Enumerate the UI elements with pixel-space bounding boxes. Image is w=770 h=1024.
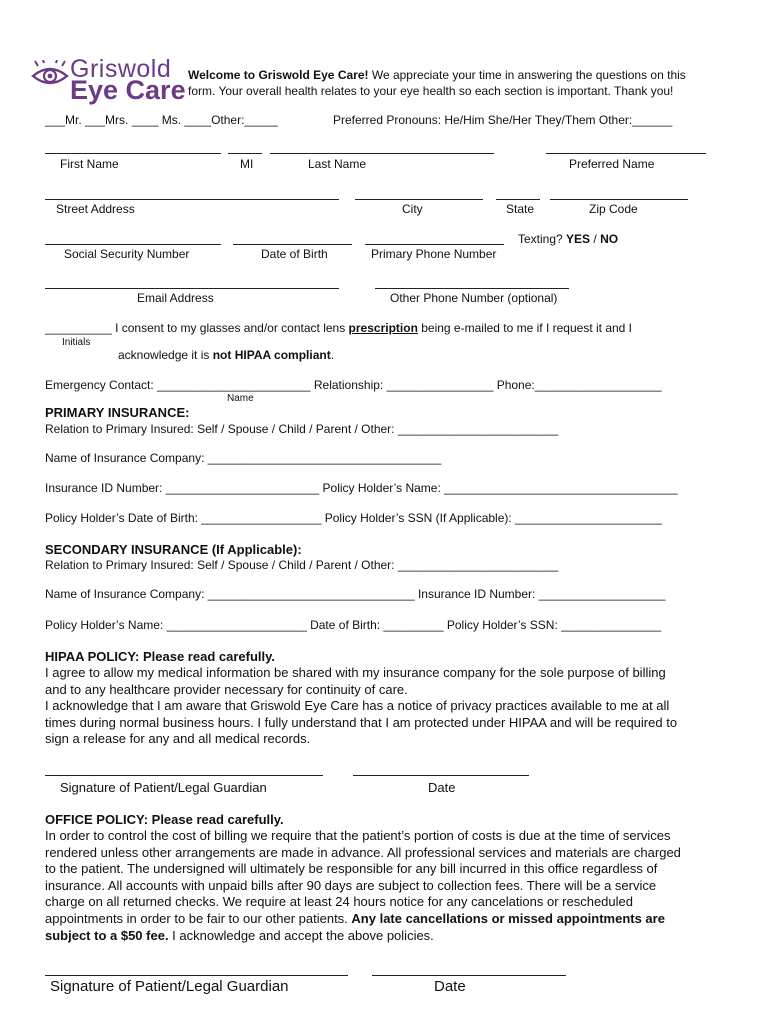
zip-line[interactable]: [550, 199, 688, 200]
email-line[interactable]: [45, 288, 339, 289]
office-body: [45, 828, 735, 944]
first-name-line[interactable]: [45, 153, 221, 154]
preferred-name-label: Preferred Name: [569, 157, 655, 171]
hipaa-line-4: times during normal business hours. I fully understand that I am protected under HIPAA and will be required to: [45, 714, 678, 730]
office-line-4: insurance. All accounts with unpaid bills after 90 days are subject to collection fees. There will be a service: [45, 877, 657, 893]
last-name-line[interactable]: [270, 153, 494, 154]
emergency-name-label: Name: [227, 393, 254, 404]
office-date-label: Date: [434, 978, 466, 995]
ssn-line[interactable]: [45, 244, 221, 245]
primary-id-holder[interactable]: Insurance ID Number: _______________________ Policy Holder’s Name: ___________________________________: [45, 481, 678, 495]
title-options[interactable]: ___Mr. ___Mrs. ____ Ms. ____Other:_____: [45, 113, 278, 127]
initials-label: Initials: [62, 337, 91, 348]
primary-phone-line[interactable]: [365, 244, 504, 245]
welcome-rest: We appreciate your time in answering the questions on this: [368, 68, 686, 82]
texting-slash: /: [593, 232, 597, 246]
consent-line-1: [45, 321, 632, 335]
hipaa-heading: HIPAA POLICY: Please read carefully.: [45, 649, 275, 664]
eye-logo-icon: [30, 60, 70, 92]
city-label: City: [402, 202, 423, 216]
office-line-3: to the patient. The undersigned will ultimately be responsible for any bill incurred in this office regardless of: [45, 861, 658, 877]
consent-text-a: I consent to my glasses and/or contact lens: [111, 321, 349, 335]
office-date-line[interactable]: [372, 975, 566, 976]
consent-line2-b: not HIPAA compliant: [212, 348, 331, 362]
street-address-label: Street Address: [56, 202, 135, 216]
hipaa-date-label: Date: [428, 780, 456, 795]
hipaa-date-line[interactable]: [353, 775, 529, 776]
primary-phone-label: Primary Phone Number: [371, 247, 497, 261]
primary-dob-ssn[interactable]: Policy Holder’s Date of Birth: __________________ Policy Holder’s SSN (If Applicable): ______________________: [45, 511, 662, 525]
consent-line-2: [118, 348, 334, 362]
hipaa-line-2: and to any healthcare provider necessary for continuity of care.: [45, 681, 408, 697]
office-line6-b: Any late cancellations or missed appointments are: [351, 910, 665, 926]
emergency-contact-line[interactable]: Emergency Contact: _______________________ Relationship: ________________ Phone:___________________: [45, 378, 662, 392]
hipaa-line-5: sign a release for any and all medical records.: [45, 731, 311, 747]
office-line-1: In order to control the cost of billing we require that the patient’s portion of costs is due at the time of services: [45, 828, 671, 843]
welcome-bold: Welcome to Griswold Eye Care!: [188, 68, 369, 82]
state-line[interactable]: [496, 199, 540, 200]
texting-options[interactable]: [518, 232, 618, 246]
office-line-5: charge on all returned checks. We require at least 24 hours notice for any cancelations or rescheduled: [45, 894, 633, 910]
state-label: State: [506, 202, 535, 216]
email-label: Email Address: [137, 291, 214, 305]
mi-label: MI: [240, 157, 254, 171]
hipaa-signature-line[interactable]: [45, 775, 323, 776]
consent-text-b: being e-mailed to me if I request it and I: [417, 321, 633, 335]
preferred-name-line[interactable]: [546, 153, 706, 154]
welcome-line-2: form. Your overall health relates to your eye health so each section is important. Thank you!: [188, 84, 674, 98]
primary-company[interactable]: Name of Insurance Company: ___________________________________: [45, 451, 442, 465]
hipaa-line-3: I acknowledge that I am aware that Griswold Eye Care has a notice of privacy practices available to me at all: [45, 698, 670, 714]
hipaa-line-1: I agree to allow my medical information be shared with my insurance company for the sole purpose of billing: [45, 665, 666, 680]
office-signature-line[interactable]: [45, 975, 348, 976]
office-line-2: rendered unless other arrangements are made in advance. All professional services and materials are charged: [45, 844, 681, 860]
secondary-relation[interactable]: Relation to Primary Insured: Self / Spouse / Child / Parent / Other: ________________________: [45, 558, 558, 572]
office-heading: OFFICE POLICY: Please read carefully.: [45, 812, 284, 827]
texting-label: Texting?: [518, 232, 563, 246]
office-signature-label: Signature of Patient/Legal Guardian: [50, 978, 289, 995]
primary-insurance-heading: PRIMARY INSURANCE:: [45, 405, 190, 420]
hipaa-signature-label: Signature of Patient/Legal Guardian: [60, 780, 267, 795]
secondary-company-id[interactable]: Name of Insurance Company: _______________________________ Insurance ID Number: ___________________: [45, 587, 666, 601]
dob-line[interactable]: [233, 244, 352, 245]
office-line-6: [45, 911, 735, 928]
consent-prescription: prescription: [348, 321, 418, 335]
mi-line[interactable]: [228, 153, 262, 154]
first-name-label: First Name: [60, 157, 119, 171]
secondary-insurance-heading: SECONDARY INSURANCE (If Applicable):: [45, 542, 302, 557]
office-line7-a: subject to a $50 fee.: [45, 927, 169, 943]
welcome-line-1: [188, 68, 686, 82]
other-phone-label: Other Phone Number (optional): [390, 291, 558, 305]
office-line6-a: appointments in order to be fair to our other patients.: [45, 910, 352, 926]
street-address-line[interactable]: [45, 199, 339, 200]
primary-relation[interactable]: Relation to Primary Insured: Self / Spouse / Child / Parent / Other: ________________________: [45, 422, 558, 436]
dob-label: Date of Birth: [261, 247, 328, 261]
brand-top: Griswold: [70, 55, 172, 83]
office-line7-b: I acknowledge and accept the above policies.: [168, 927, 434, 943]
ssn-label: Social Security Number: [64, 247, 190, 261]
last-name-label: Last Name: [308, 157, 367, 171]
pronoun-options[interactable]: Preferred Pronouns: He/Him She/Her They/Them Other:______: [333, 113, 673, 127]
texting-no[interactable]: NO: [600, 232, 619, 246]
texting-yes[interactable]: YES: [566, 232, 591, 246]
consent-line2-a: acknowledge it is: [118, 348, 213, 362]
consent-line2-c: .: [330, 348, 335, 362]
office-line-7: [45, 928, 735, 945]
brand-bottom: Eye Care: [70, 75, 186, 105]
other-phone-line[interactable]: [375, 288, 569, 289]
hipaa-body: [45, 665, 735, 748]
initials-blank[interactable]: __________: [45, 321, 112, 335]
city-line[interactable]: [355, 199, 483, 200]
zip-label: Zip Code: [589, 202, 638, 216]
secondary-holder[interactable]: Policy Holder’s Name: _____________________ Date of Birth: _________ Policy Holder’s SSN: _______________: [45, 618, 662, 632]
